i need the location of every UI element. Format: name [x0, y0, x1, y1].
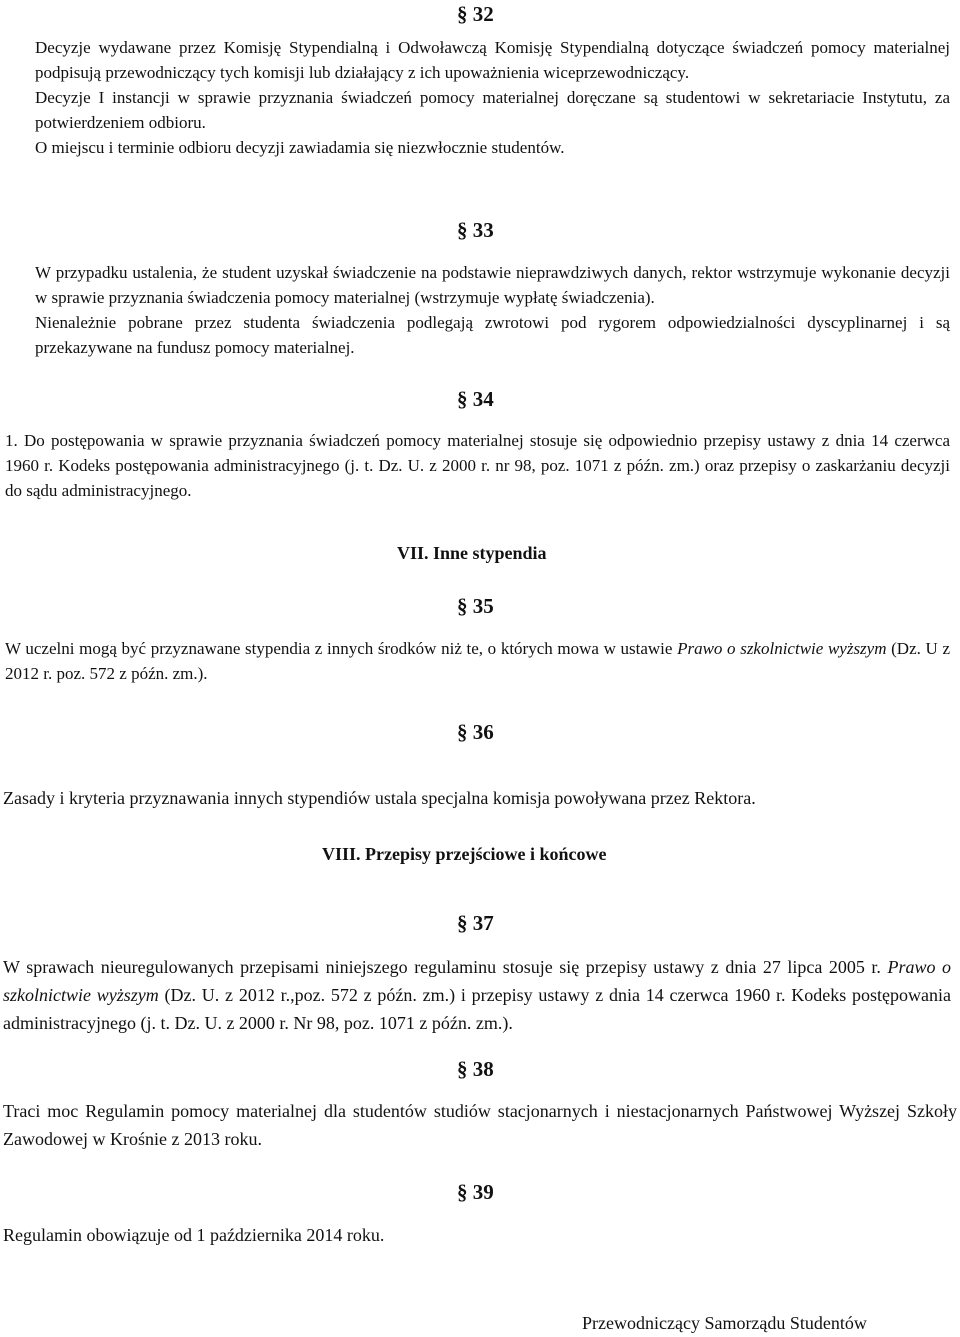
item-text: Decyzje I instancji w sprawie przyznania świadczeń pomocy materialnej doręczane są studentowi w sekretariacie Instytutu, za potwierdzeniem odbioru. [35, 88, 950, 132]
section-38-heading: § 38 [457, 1057, 494, 1081]
section-32-heading: § 32 [457, 2, 494, 26]
item-number [5, 260, 35, 285]
section-32-body [5, 35, 950, 160]
text-part: (Dz. U z 2012 r. poz. 572 z późn. zm.). [5, 639, 950, 683]
section-34-heading: § 34 [457, 387, 494, 411]
item-text: W przypadku ustalenia, że student uzyskał świadczenie na podstawie nieprawdziwych danych, rektor wstrzymuje wykonanie decyzji w sprawie przyznania świadczenia pomocy materialnej (wstrzymuje wypłatę świadczenia). [35, 263, 950, 307]
section-36-heading: § 36 [457, 720, 494, 744]
list-item [5, 35, 950, 85]
act-title: Prawo o szkolnictwie wyższym [677, 639, 887, 658]
item-number [5, 35, 35, 60]
section-35-text [5, 636, 950, 686]
section-34-text: 1. Do postępowania w sprawie przyznania świadczeń pomocy materialnej stosuje się odpowiednio przepisy ustawy z dnia 14 czerwca 1960 r. Kodeks postępowania administracyjnego (j. t. Dz. U. z 2000 r. nr 98, poz. 1071 z późn. zm.) oraz przepisy o zaskarżaniu decyzji do sądu administracyjnego. [5, 431, 950, 500]
list-item [5, 135, 950, 160]
chapter-viii-title: VIII. Przepisy przejściowe i końcowe [322, 844, 607, 864]
section-39-text: Regulamin obowiązuje od 1 października 2014 roku. [3, 1225, 385, 1245]
item-number [5, 85, 35, 110]
section-37-text [3, 953, 951, 1037]
section-35-heading: § 35 [457, 594, 494, 618]
chapter-vii-title: VII. Inne stypendia [397, 543, 547, 563]
item-number [5, 135, 35, 160]
item-text: Nienależnie pobrane przez studenta świadczenia podlegają zwrotowi pod rygorem odpowiedzialności dyscyplinarnej i są przekazywane na fundusz pomocy materialnej. [35, 313, 950, 357]
section-39-heading: § 39 [457, 1180, 494, 1204]
section-38-text: Traci moc Regulamin pomocy materialnej dla studentów studiów stacjonarnych i niestacjonarnych Państwowej Wyższej Szkoły Zawodowej w Krośnie z 2013 roku. [3, 1101, 957, 1149]
section-37-heading: § 37 [457, 911, 494, 935]
item-number [5, 310, 35, 335]
list-item [5, 85, 950, 135]
item-text: O miejscu i terminie odbioru decyzji zawiadamia się niezwłocznie studentów. [35, 138, 565, 157]
text-part: W sprawach nieuregulowanych przepisami niniejszego regulaminu stosuje się przepisy ustawy z dnia 27 lipca 2005 r. [3, 957, 888, 977]
section-33-body [5, 260, 950, 360]
signature-line: Przewodniczący Samorządu Studentów [582, 1313, 867, 1333]
section-33-heading: § 33 [457, 218, 494, 242]
list-item [5, 310, 950, 360]
section-36-text: Zasady i kryteria przyznawania innych stypendiów ustala specjalna komisja powoływana przez Rektora. [3, 788, 756, 808]
act-title: Prawo o szkolnictwie wyższym [3, 957, 951, 1005]
item-text: Decyzje wydawane przez Komisję Stypendialną i Odwoławczą Komisję Stypendialną dotyczące świadczeń pomocy materialnej podpisują przewodniczący tych komisji lub działający z ich upoważnienia wiceprzewodniczący. [35, 38, 950, 82]
list-item [5, 260, 950, 310]
text-part: (Dz. U. z 2012 r.,poz. 572 z późn. zm.) i przepisy ustawy z dnia 14 czerwca 1960 r. Kodeks postępowania administracyjnego (j. t. Dz. U. z 2000 r. Nr 98, poz. 1071 z późn. zm.). [3, 985, 951, 1033]
text-part: W uczelni mogą być przyznawane stypendia z innych środków niż te, o których mowa w ustawie [5, 639, 678, 658]
